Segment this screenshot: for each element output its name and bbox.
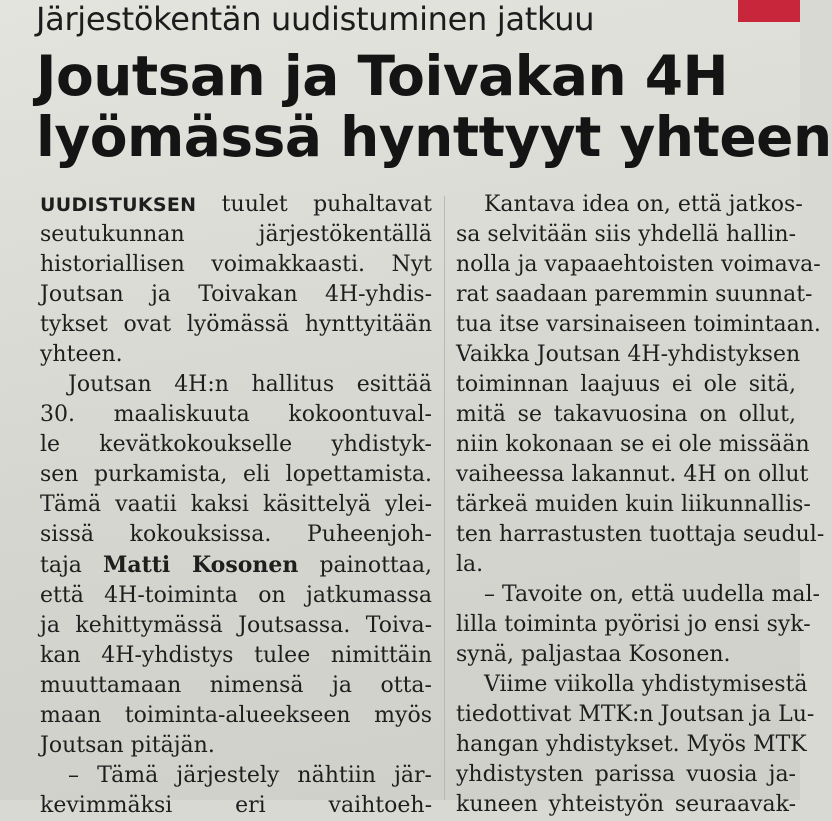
body-line: hangan yhdistykset. Myös MTK bbox=[456, 732, 807, 757]
left-column bbox=[40, 190, 432, 821]
lead-in-word: UUDISTUKSEN bbox=[40, 194, 197, 216]
body-line: että 4H-toiminta on jatkumassa bbox=[40, 583, 432, 608]
body-line: – Tämä järjestely nähtiin jär- bbox=[68, 763, 432, 788]
body-text: taja bbox=[40, 553, 82, 578]
kicker: Järjestökentän uudistuminen jatkuu bbox=[36, 0, 595, 38]
body-line: Joutsan ja Toivakan 4H-yhdis- bbox=[40, 282, 432, 307]
body-line: rat saadaan paremmin suunnat- bbox=[456, 282, 813, 307]
person-name: Matti Kosonen bbox=[102, 552, 299, 578]
body-line: tykset ovat lyömässä hynttyitään bbox=[40, 312, 432, 337]
body-text: tuulet puhaltavat bbox=[196, 192, 432, 217]
body-line: nolla ja vapaaehtoisten voimava- bbox=[456, 252, 821, 277]
body-line: Tämä vaatii kaksi käsittelyä ylei- bbox=[40, 492, 432, 517]
body-line: Viime viikolla yhdistymisestä bbox=[484, 672, 808, 697]
body-line: toiminnan laajuus ei ole sitä, bbox=[456, 372, 796, 397]
body-line: la. bbox=[456, 552, 484, 577]
body-line: yhteen. bbox=[40, 342, 123, 367]
body-line: mitä se takavuosina on ollut, bbox=[456, 402, 796, 427]
body-line: tärkeä muiden kuin liikunnallis- bbox=[456, 492, 811, 517]
body-line: Kantava idea on, että jatkos- bbox=[484, 192, 803, 217]
body-line: synä, paljastaa Kosonen. bbox=[456, 642, 731, 667]
body-line: seutukunnan järjestökentällä bbox=[40, 222, 432, 247]
body-line: kan 4H-yhdistys tulee nimittäin bbox=[40, 643, 432, 668]
body-line: ja kehittymässä Joutsassa. Toiva- bbox=[40, 613, 432, 638]
body-line: muuttamaan nimensä ja otta- bbox=[40, 673, 432, 698]
body-line bbox=[40, 550, 432, 581]
body-line: maan toiminta-alueekseen myös bbox=[40, 703, 432, 728]
body-line: ten harrastusten tuottaja seudul- bbox=[456, 522, 825, 547]
body-line: kuneen yhteistyön seuraavak- bbox=[456, 792, 796, 817]
body-line: niin kokonaan se ei ole missään bbox=[456, 432, 810, 457]
body-line: Vaikka Joutsan 4H-yhdistyksen bbox=[456, 342, 801, 367]
body-line: sen purkamista, eli lopettamista. bbox=[40, 462, 432, 487]
headline bbox=[36, 46, 832, 168]
body-line: – Tavoite on, että uudella mal- bbox=[484, 582, 820, 607]
body-line: tiedottivat MTK:n Joutsan ja Lu- bbox=[456, 702, 815, 727]
body-line: historiallisen voimakkaasti. Nyt bbox=[40, 252, 432, 277]
right-column bbox=[456, 190, 825, 820]
body-line: vaiheessa lakannut. 4H on ollut bbox=[456, 462, 809, 487]
body-line: Joutsan pitäjän. bbox=[40, 733, 215, 758]
body-line: kevimmäksi eri vaihtoeh- bbox=[40, 793, 432, 818]
body-line: yhdistysten parissa vuosia ja- bbox=[456, 762, 796, 787]
body-text: painottaa, bbox=[298, 553, 432, 578]
body-line: 30. maaliskuuta kokoontuval- bbox=[40, 402, 432, 427]
headline-line: Joutsan ja Toivakan 4H bbox=[36, 44, 729, 108]
body-line: sa selvitään siis yhdellä hallin- bbox=[456, 222, 796, 247]
body-line bbox=[40, 190, 432, 220]
column-divider bbox=[444, 196, 445, 800]
body-line: le kevätkokoukselle yhdistyk- bbox=[40, 432, 432, 457]
body-line: sissä kokouksissa. Puheenjoh- bbox=[40, 522, 432, 547]
headline-line: lyömässä hynttyyt yhteen bbox=[36, 105, 832, 169]
body-line: Joutsan 4H:n hallitus esittää bbox=[68, 372, 432, 397]
body-line: lilla toiminta pyörisi jo ensi syk- bbox=[456, 612, 811, 637]
body-line: tua itse varsinaiseen toimintaan. bbox=[456, 312, 821, 337]
red-corner-bar bbox=[738, 0, 800, 22]
